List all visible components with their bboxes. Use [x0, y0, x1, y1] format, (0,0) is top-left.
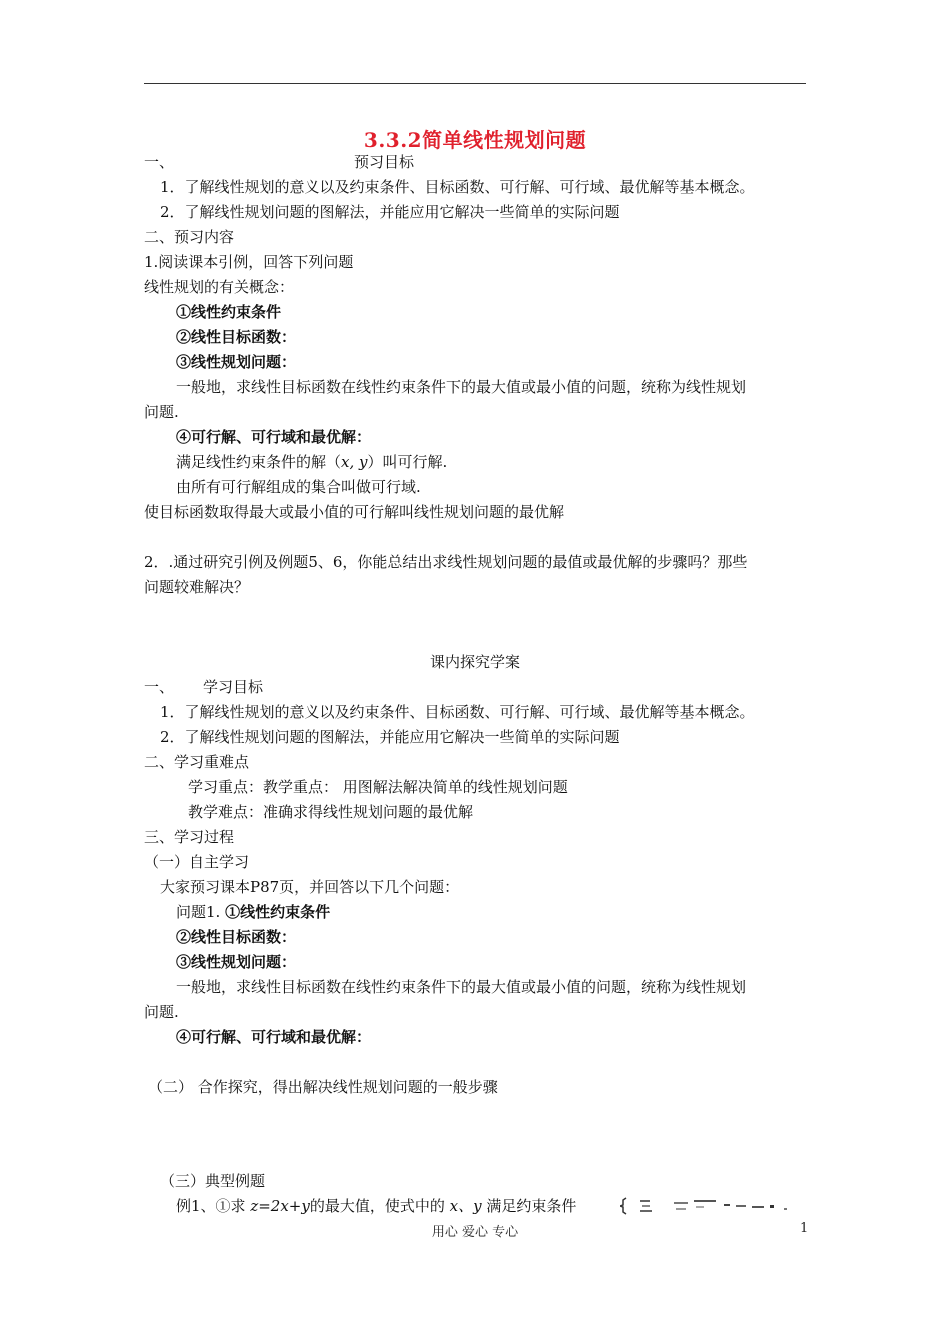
sub-section-2: （二） 合作探究，得出解决线性规划问题的一般步骤 — [148, 1078, 498, 1096]
key-point: 学习重点：教学重点： 用图解法解决简单的线性规划问题 — [188, 778, 568, 796]
question-1-concept-4: ④可行解、可行域和最优解： — [176, 1028, 372, 1046]
example-1-variables: x、y — [449, 1197, 482, 1215]
preview-item-2a: 2．.通过研究引例及例题5、6，你能总结出求线性规划问题的最值或最优解的步骤吗？那些 — [144, 553, 748, 571]
example-1-prefix: 例1、①求 — [176, 1197, 251, 1215]
preview-section1-label: 预习目标 — [354, 153, 415, 171]
question-1-concept-3: ③线性规划问题： — [176, 953, 297, 971]
page-title: 3.3.2简单线性规划问题 — [363, 128, 587, 152]
inclass-section3: 三、学习过程 — [144, 828, 235, 846]
preview-section1-num: 一、 — [144, 153, 175, 171]
concepts-heading: 线性规划的有关概念： — [144, 278, 295, 296]
preview-item-2b: 问题较难解决？ — [144, 578, 250, 596]
constraint-system-image — [620, 1196, 792, 1216]
preview-goal-2: 2．了解线性规划问题的图解法，并能应用它解决一些简单的实际问题 — [160, 203, 620, 221]
concept-4-text-c: 使目标函数取得最大或最小值的可行解叫线性规划问题的最优解 — [144, 503, 565, 521]
header-rule — [144, 83, 806, 84]
sub-section-1-text: 大家预习课本P87页，并回答以下几个问题： — [160, 878, 460, 896]
concept-4: ④可行解、可行域和最优解： — [176, 428, 372, 446]
inclass-goal-2: 2．了解线性规划问题的图解法，并能应用它解决一些简单的实际问题 — [160, 728, 620, 746]
difficulty: 教学难点：准确求得线性规划问题的最优解 — [188, 803, 474, 821]
concept-3-text-b: 问题. — [144, 403, 179, 421]
question-1 — [176, 902, 330, 922]
example-1-middle: 的最大值，使式中的 — [309, 1197, 450, 1215]
example-1-objective: z=2x+y — [250, 1197, 310, 1215]
inclass-section2: 二、学习重难点 — [144, 753, 250, 771]
concept-3: ③线性规划问题： — [176, 353, 297, 371]
concept-4-text-a — [176, 452, 447, 472]
preview-section2: 二、预习内容 — [144, 228, 235, 246]
question-1-concept-1: ①线性约束条件 — [225, 903, 331, 921]
page-number: 1 — [800, 1221, 809, 1236]
question-1-concept-2: ②线性目标函数： — [176, 928, 297, 946]
concept-4-text-a-pre: 满足线性约束条件的解（ — [176, 453, 342, 471]
concept-4-text-b: 由所有可行解组成的集合叫做可行域. — [176, 478, 421, 496]
concept-1: ①线性约束条件 — [176, 303, 282, 321]
sub-section-1: （一）自主学习 — [144, 853, 250, 871]
concept-4-text-a-post: ）叫可行解. — [367, 453, 448, 471]
sub-section-3: （三）典型例题 — [160, 1172, 266, 1190]
question-1-prefix: 问题1. — [176, 903, 226, 921]
inclass-section1-label: 学习目标 — [203, 678, 264, 696]
question-1-text-b: 问题. — [144, 1003, 179, 1021]
concept-3-text-a: 一般地，求线性目标函数在线性约束条件下的最大值或最小值的问题，统称为线性规划 — [176, 378, 747, 396]
footer-motto: 用心 爱心 专心 — [431, 1225, 519, 1240]
preview-item-1: 1.阅读课本引例，回答下列问题 — [144, 253, 354, 271]
math-xy: x, y — [341, 453, 368, 471]
concept-2: ②线性目标函数： — [176, 328, 297, 346]
inclass-heading: 课内探究学案 — [429, 653, 520, 671]
example-1 — [176, 1196, 576, 1216]
inclass-section1-num: 一、 — [144, 678, 175, 696]
inclass-goal-1: 1．了解线性规划的意义以及约束条件、目标函数、可行解、可行域、最优解等基本概念。 — [160, 703, 755, 721]
question-1-text-a: 一般地，求线性目标函数在线性约束条件下的最大值或最小值的问题，统称为线性规划 — [176, 978, 747, 996]
example-1-end: 满足约束条件 — [481, 1197, 577, 1215]
preview-goal-1: 1．了解线性规划的意义以及约束条件、目标函数、可行解、可行域、最优解等基本概念。 — [160, 178, 755, 196]
